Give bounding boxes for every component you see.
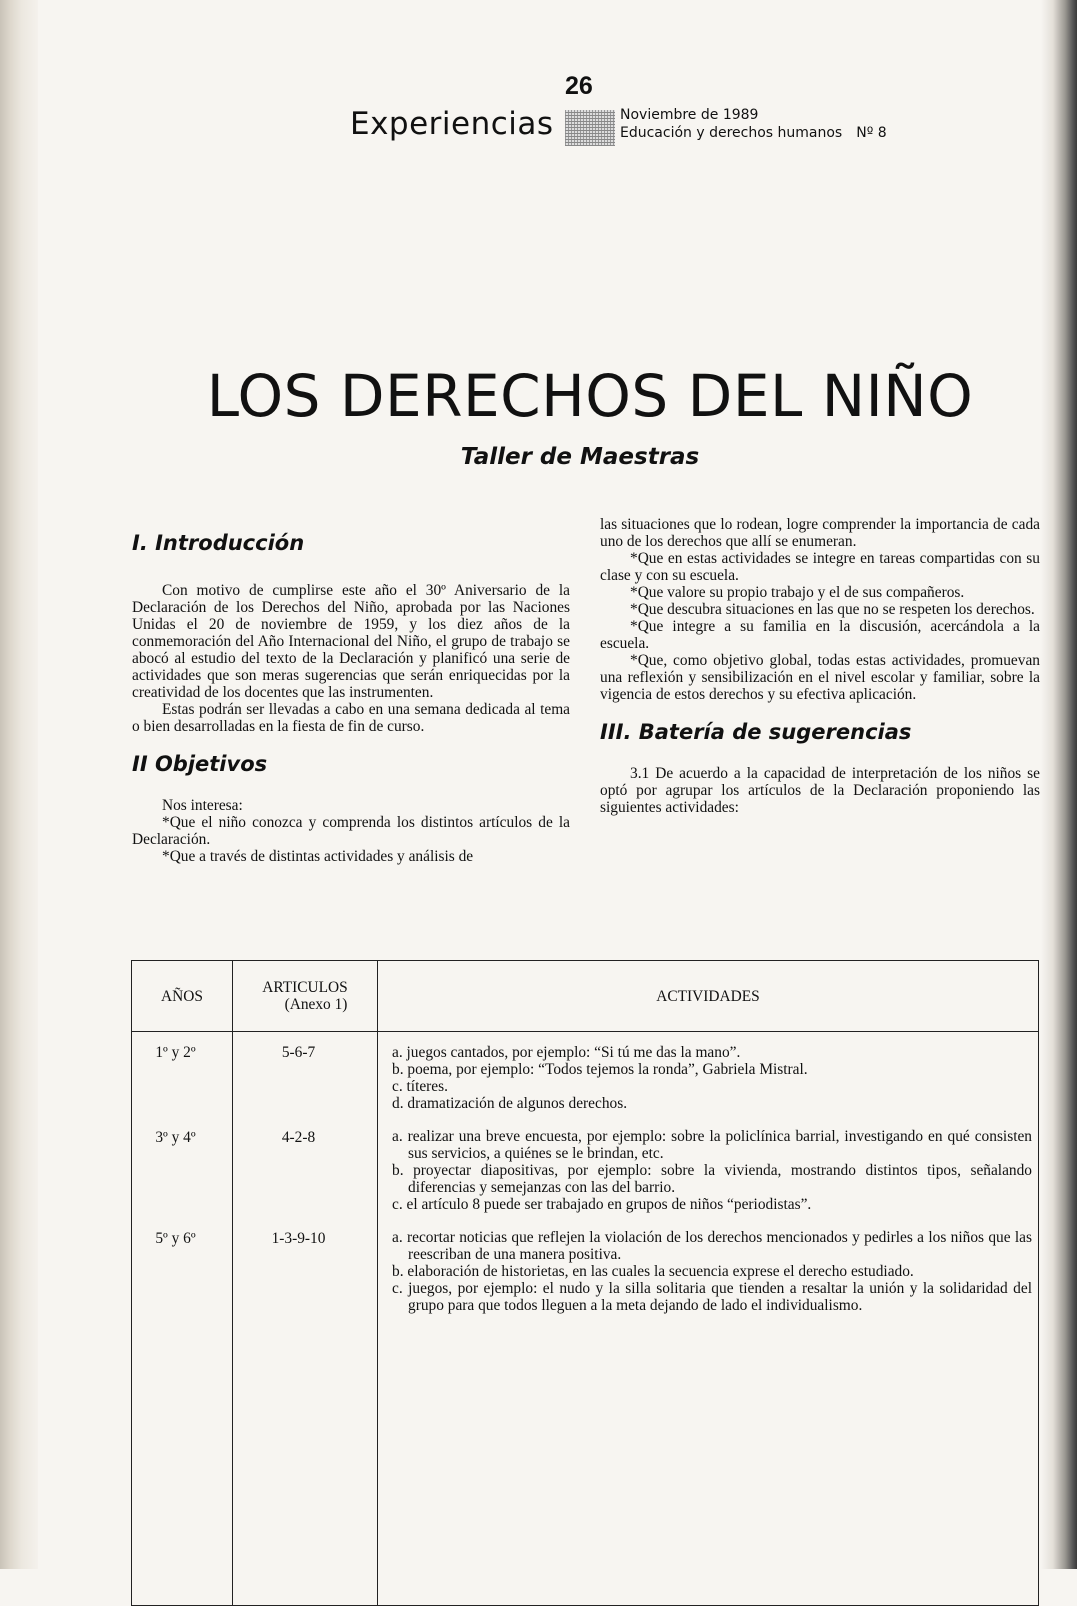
objective-item: *Que a través de distintas actividades y análisis de xyxy=(162,848,474,865)
intro-heading: I. Introducción xyxy=(132,531,305,555)
header-years: AÑOS xyxy=(132,961,233,1032)
row-articles: 5-6-7 xyxy=(233,1032,378,1129)
activity-item: c. títeres. xyxy=(392,1078,448,1095)
article-subtitle: Taller de Maestras xyxy=(460,444,700,470)
activity-item: a. recortar noticias que reflejen la violación de los derechos mencionados y pedirles a los niños que las reescriban de una manera positiva. xyxy=(392,1229,1032,1263)
section-name: Experiencias xyxy=(350,106,554,142)
activity-item: b. poema, por ejemplo: “Todos tejemos la ronda”, Gabriela Mistral. xyxy=(392,1061,808,1078)
left-column xyxy=(132,530,570,865)
activity-item: c. el artículo 8 puede ser trabajado en grupos de niños “periodistas”. xyxy=(392,1196,812,1213)
table-row xyxy=(132,1229,1039,1606)
activity-item: b. elaboración de historietas, en las cuales la secuencia exprese el derecho estudiado. xyxy=(392,1263,914,1280)
issue-date: Noviembre de 1989 xyxy=(620,107,759,123)
row-articles: 4-2-8 xyxy=(233,1128,378,1229)
page-shadow-edge xyxy=(1041,0,1077,1569)
article-title: LOS DERECHOS DEL NIÑO xyxy=(206,362,974,430)
suggestions-paragraph: 3.1 De acuerdo a la capacidad de interpretación de los niños se optó por agrupar los artículos de la Declaración proponiendo las siguientes actividades: xyxy=(600,765,1040,816)
header-pattern-icon xyxy=(565,110,615,146)
header-activities: ACTIVIDADES xyxy=(378,961,1039,1032)
row-activities xyxy=(378,1229,1039,1606)
issue-subtitle xyxy=(620,125,887,142)
page-number: 26 xyxy=(565,72,593,100)
header-articles-note: (Anexo 1) xyxy=(284,996,348,1013)
activities-table xyxy=(131,960,1039,1606)
activity-item: d. dramatización de algunos derechos. xyxy=(392,1095,628,1112)
objective-item: *Que en estas actividades se integre en tareas compartidas con su clase y con su escuela. xyxy=(600,550,1040,584)
activity-item: a. realizar una breve encuesta, por ejemplo: sobre la policlínica barrial, investigando en qué consisten sus servicios, a quiénes se le brindan, etc. xyxy=(392,1128,1032,1162)
table-row xyxy=(132,1128,1039,1229)
objectives-heading: II Objetivos xyxy=(132,752,268,776)
row-years: 5º y 6º xyxy=(132,1229,233,1606)
issue-number: Nº 8 xyxy=(856,125,887,141)
right-column xyxy=(600,516,1040,816)
objective-item: *Que descubra situaciones en las que no se respeten los derechos. xyxy=(630,601,1035,618)
activity-item: b. proyectar diapositivas, por ejemplo: sobre la vivienda, mostrando distintos tipos, señalando diferencias y semejanzas con las del barrio. xyxy=(392,1162,1032,1196)
row-activities xyxy=(378,1032,1039,1129)
page-binding-edge xyxy=(0,0,38,1569)
table-header-row xyxy=(132,961,1039,1032)
header-articles xyxy=(233,961,378,1032)
publication-name: Educación y derechos humanos xyxy=(620,125,843,141)
row-activities xyxy=(378,1128,1039,1229)
objective-item: *Que el niño conozca y comprenda los distintos artículos de la Declaración. xyxy=(132,814,570,848)
objective-item: *Que valore su propio trabajo y el de sus compañeros. xyxy=(630,584,965,601)
intro-paragraph: Estas podrán ser llevadas a cabo en una semana dedicada al tema o bien desarrolladas en la fiesta de fin de curso. xyxy=(132,701,570,735)
objective-continuation: las situaciones que lo rodean, logre comprender la importancia de cada uno de los derechos que allí se enumeran. xyxy=(600,516,1040,550)
objective-item: *Que, como objetivo global, todas estas actividades, promuevan una reflexión y sensibilización en el nivel escolar y familiar, sobre la vigencia de estos derechos y su efectiva aplicación. xyxy=(600,652,1040,703)
suggestions-heading: III. Batería de sugerencias xyxy=(600,720,912,744)
intro-paragraph: Con motivo de cumplirse este año el 30º Aniversario de la Declaración de los Derechos del Niño, aprobada por las Naciones Unidas el 20 de noviembre de 1959, y los diez años de la conmemoración del Año Internacional del Niño, el grupo de trabajo se abocó al estudio del texto de la Declaración y planificó una serie de actividades que son meras sugerencias que serán enriquecidas por la creatividad de los docentes que las instrumenten. xyxy=(132,582,570,701)
row-years: 3º y 4º xyxy=(132,1128,233,1229)
row-years: 1º y 2º xyxy=(132,1032,233,1129)
activity-item: a. juegos cantados, por ejemplo: “Si tú me das la mano”. xyxy=(392,1044,741,1061)
objectives-lead: Nos interesa: xyxy=(162,797,243,814)
row-articles: 1-3-9-10 xyxy=(233,1229,378,1606)
objective-item: *Que integre a su familia en la discusión, acercándola a la escuela. xyxy=(600,618,1040,652)
header-articles-label: ARTICULOS xyxy=(262,979,348,996)
activity-item: c. juegos, por ejemplo: el nudo y la silla solitaria que tienden a resaltar la unión y la solidaridad del grupo para que todos lleguen a la meta dejando de lado el individualismo. xyxy=(392,1280,1032,1314)
table-row xyxy=(132,1032,1039,1129)
